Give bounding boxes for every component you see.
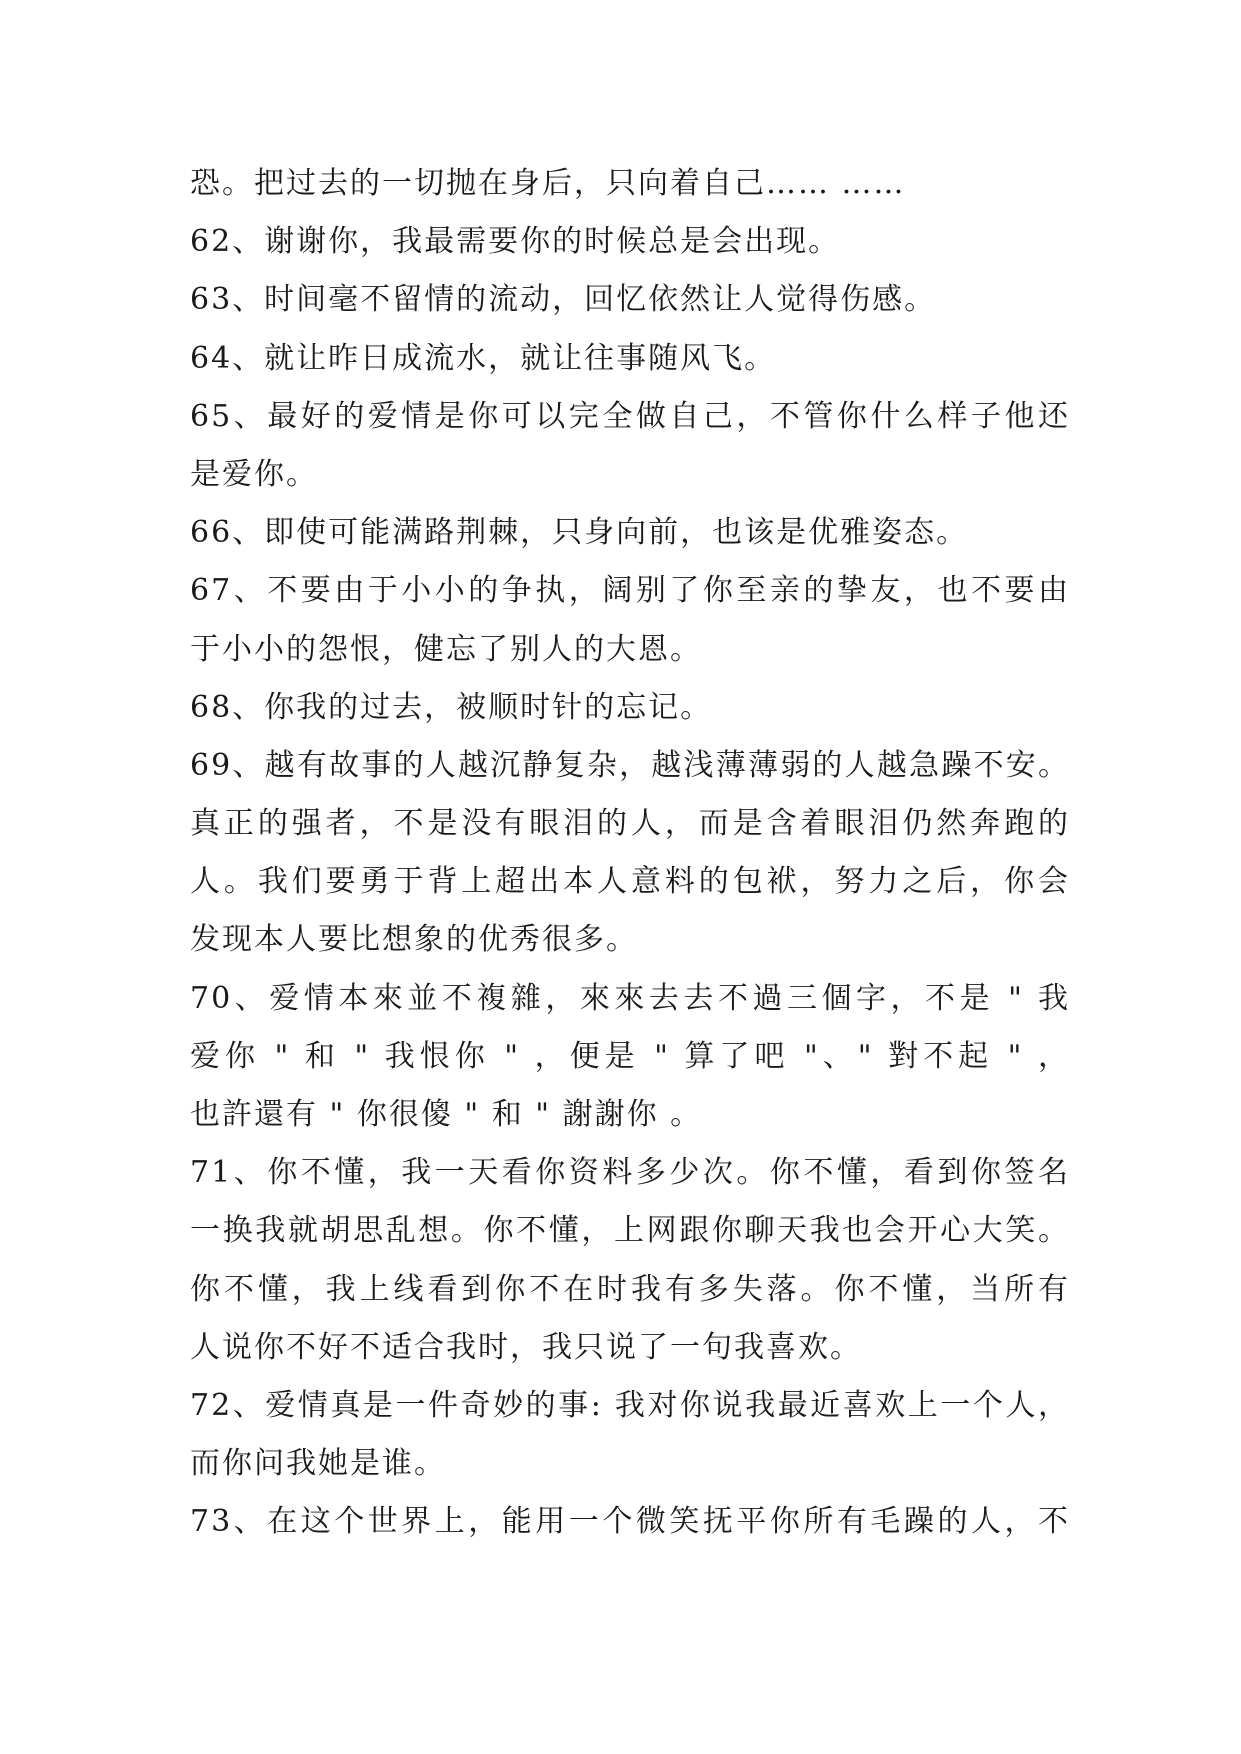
text-line-18: 71、你不懂，我一天看你资料多少次。你不懂，看到你签名 — [190, 1155, 1070, 1191]
text-line-19: 一换我就胡思乱想。你不懂，上网跟你聊天我也会开心大笑。 — [190, 1213, 1070, 1249]
document-body — [190, 155, 1070, 1552]
text-line-20: 你不懂，我上线看到你不在时我有多失落。你不懂，当所有 — [190, 1271, 1070, 1307]
text-line-23: 而你问我她是谁。 — [190, 1446, 446, 1482]
text-line-3: 63、时间毫不留情的流动，回忆依然让人觉得伤感。 — [190, 282, 937, 318]
text-line-7: 66、即使可能满路荆棘，只身向前，也该是优雅姿态。 — [190, 515, 969, 551]
text-line-8: 67、不要由于小小的争执，阔别了你至亲的挚友，也不要由 — [190, 573, 1070, 609]
text-line-14: 发现本人要比想象的优秀很多。 — [190, 922, 638, 958]
text-line-17: 也許還有 " 你很傻 " 和 " 謝謝你 。 — [190, 1097, 703, 1132]
text-line-15: 70、爱情本來並不複雜，來來去去不過三個字，不是 " 我 — [190, 980, 1070, 1016]
text-line-11: 69、越有故事的人越沉静复杂，越浅薄薄弱的人越急躁不安。 — [190, 747, 1070, 783]
text-line-4: 64、就让昨日成流水，就让往事随风飞。 — [190, 340, 777, 376]
text-line-21: 人说你不好不适合我时，我只说了一句我喜欢。 — [190, 1329, 862, 1365]
text-line-22: 72、爱情真是一件奇妙的事: 我对你说我最近喜欢上一个人， — [190, 1387, 1070, 1423]
text-line-10: 68、你我的过去，被顺时针的忘记。 — [190, 689, 713, 725]
text-line-9: 于小小的怨恨，健忘了别人的大恩。 — [190, 631, 702, 667]
text-line-24: 73、在这个世界上，能用一个微笑抚平你所有毛躁的人，不 — [190, 1504, 1070, 1540]
text-line-1: 恐。把过去的一切抛在身后，只向着自己…… …… — [190, 166, 906, 201]
text-line-16: 爱你 " 和 " 我恨你 " ，便是 " 算了吧 "、" 對不起 " ， — [190, 1038, 1070, 1074]
text-line-12: 真正的强者，不是没有眼泪的人，而是含着眼泪仍然奔跑的 — [190, 806, 1070, 842]
text-line-2: 62、谢谢你，我最需要你的时候总是会出现。 — [190, 224, 841, 260]
text-line-5: 65、最好的爱情是你可以完全做自己，不管你什么样子他还 — [190, 398, 1070, 434]
text-line-6: 是爱你。 — [190, 456, 318, 492]
text-line-13: 人。我们要勇于背上超出本人意料的包袱，努力之后，你会 — [190, 864, 1070, 900]
